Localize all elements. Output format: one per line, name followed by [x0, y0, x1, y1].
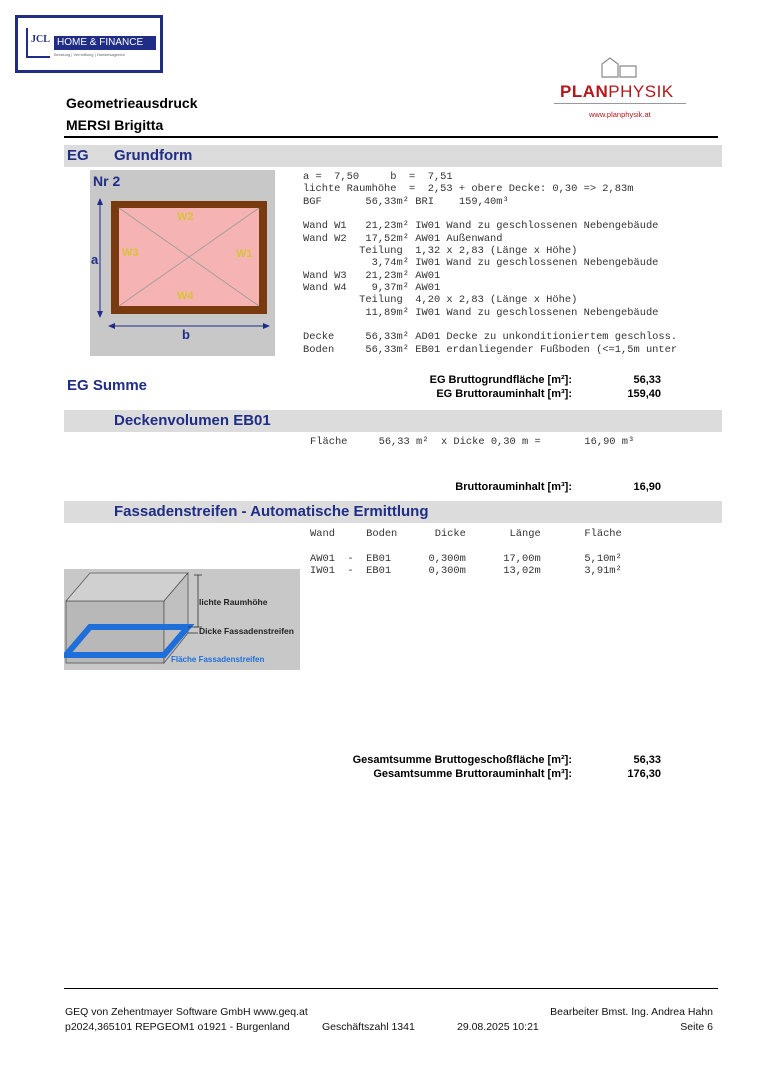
eg-line: lichte Raumhöhe = 2,53 + obere Decke: 0,30 => 2,83m	[303, 183, 634, 196]
wall-w4-label: W4	[177, 290, 194, 302]
section-bar-deckenvolumen	[64, 410, 722, 432]
logo-initials-text: JCL	[31, 34, 50, 45]
fassade-row: IW01 - EB01 0,300m 13,02m 3,91m²	[310, 565, 622, 577]
eg-line: Decke 56,33m² AD01 Decke zu unkonditioniertem geschloss.	[303, 331, 678, 344]
footer-bearbeiter: Bearbeiter Bmst. Ing. Andrea Hahn	[550, 1006, 713, 1018]
eg-bri-label: EG Bruttorauminhalt [m³]:	[436, 388, 572, 400]
eg-line: a = 7,50 b = 7,51	[303, 171, 453, 183]
deckenvolumen-title: Deckenvolumen EB01	[114, 412, 271, 429]
diagram-nr-label: Nr 2	[93, 173, 121, 189]
diagram-label-area: Fläche Fassadenstreifen	[171, 655, 265, 664]
deckenvolumen-bri-value: 16,90	[633, 481, 661, 493]
planphysik-light: PHYSIK	[608, 82, 674, 101]
eg-line	[303, 319, 677, 331]
eg-line: BGF 56,33m² BRI 159,40m³	[303, 195, 509, 208]
logo-text-box	[54, 36, 156, 50]
section-bar-eg-grundform	[64, 145, 722, 167]
eg-line: Wand W3 21,23m² AW01	[303, 269, 441, 282]
section-floor-label: EG	[67, 147, 89, 164]
deckenvolumen-bri-label: Bruttorauminhalt [m³]:	[455, 481, 572, 493]
planphysik-url: www.planphysik.at	[589, 110, 651, 119]
fassade-header-row: Wand Boden Dicke Länge Fläche	[310, 528, 622, 540]
eg-line: Teilung 1,32 x 2,83 (Länge x Höhe)	[303, 245, 578, 258]
planphysik-house-icon	[598, 56, 640, 78]
home-finance-logo	[15, 15, 163, 73]
eg-line: Wand W1 21,23m² IW01 Wand zu geschlossenen Nebengebäude	[303, 220, 659, 233]
diagram-label-height: lichte Raumhöhe	[199, 597, 268, 607]
footer-software: GEQ von Zehentmayer Software GmbH www.geq.at	[65, 1006, 308, 1018]
dim-b-label: b	[182, 327, 190, 342]
client-name: MERSI Brigitta	[66, 117, 164, 133]
fassade-row: AW01 - EB01 0,300m 17,00m 5,10m²	[310, 553, 622, 565]
planphysik-bold: PLAN	[560, 82, 609, 101]
document-title: Geometrieausdruck	[66, 95, 198, 111]
eg-geometry-lines	[303, 171, 677, 356]
fassade-title: Fassadenstreifen - Automatische Ermittlung	[114, 503, 429, 520]
eg-line	[303, 208, 677, 220]
footer-datetime: 29.08.2025 10:21	[457, 1021, 539, 1033]
logo-initials	[26, 28, 50, 58]
logo-text: HOME & FINANCE	[57, 37, 144, 48]
eg-line: Boden 56,33m² EB01 erdanliegender Fußboden (<=1,5m unter	[303, 343, 678, 356]
footer-page-number: Seite 6	[680, 1021, 713, 1033]
section-bar-fassadenstreifen	[64, 501, 722, 523]
footer-rule	[64, 988, 718, 989]
floorplan-diagram	[90, 170, 275, 356]
total-bgf-label: Gesamtsumme Bruttogeschoßfläche [m²]:	[352, 754, 572, 766]
wall-w1-label: W1	[236, 248, 253, 260]
eg-bgf-value: 56,33	[633, 374, 661, 386]
wall-w2-label: W2	[177, 211, 194, 223]
diagram-label-thickness: Dicke Fassadenstreifen	[199, 626, 294, 636]
logo-subtext: Beratung | Vermittlung | Handelsagentur	[54, 52, 126, 57]
eg-line: 11,89m² IW01 Wand zu geschlossenen Nebengebäude	[303, 306, 659, 319]
wall-w3-label: W3	[122, 247, 139, 259]
eg-line: 3,74m² IW01 Wand zu geschlossenen Nebengebäude	[303, 257, 659, 270]
eg-bri-value: 159,40	[627, 388, 661, 400]
section-title: Grundform	[114, 147, 193, 164]
footer-geschaeftszahl: Geschäftszahl 1341	[322, 1021, 415, 1033]
total-bri-value: 176,30	[627, 768, 661, 780]
eg-line: Wand W4 9,37m² AW01	[303, 282, 441, 295]
planphysik-underline	[554, 103, 686, 104]
total-bgf-value: 56,33	[633, 754, 661, 766]
eg-line: Teilung 4,20 x 2,83 (Länge x Höhe)	[303, 294, 578, 307]
footer-project: p2024,365101 REPGEOM1 o1921 - Burgenland	[65, 1021, 290, 1033]
total-bri-label: Gesamtsumme Bruttorauminhalt [m³]:	[373, 768, 572, 780]
eg-summe-title: EG Summe	[67, 377, 148, 394]
deckenvolumen-line: Fläche 56,33 m² x Dicke 0,30 m = 16,90 m³	[310, 436, 635, 448]
eg-bgf-label: EG Bruttogrundfläche [m²]:	[429, 374, 572, 386]
fassadenstreifen-diagram	[64, 569, 300, 670]
eg-line: Wand W2 17,52m² AW01 Außenwand	[303, 232, 503, 245]
dim-a-label: a	[91, 252, 99, 267]
planphysik-logo-text	[560, 82, 674, 102]
header-rule	[64, 136, 718, 138]
